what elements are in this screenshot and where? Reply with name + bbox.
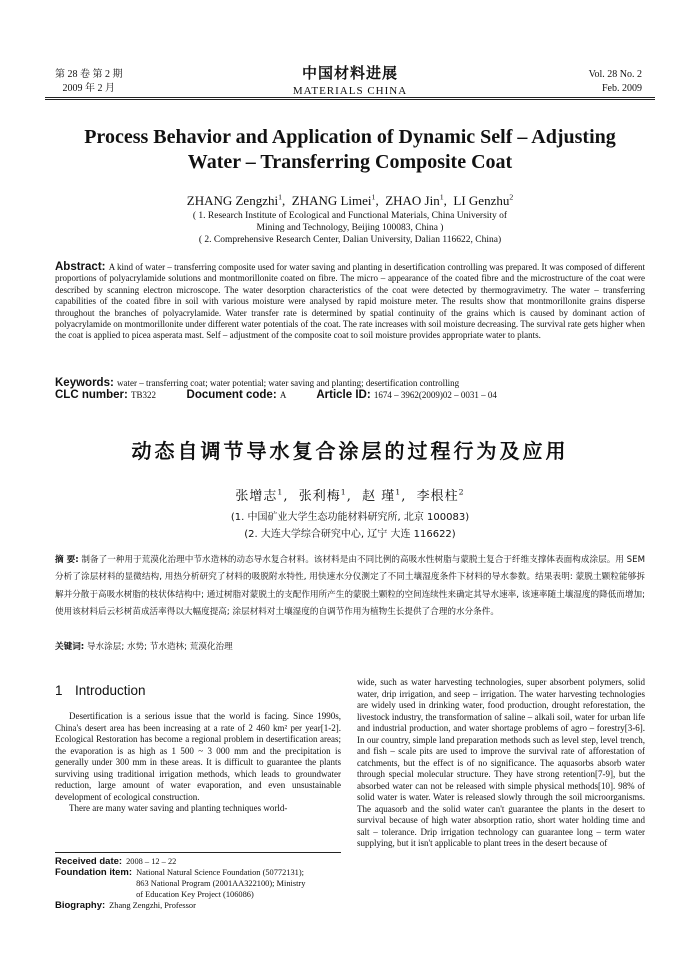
received-label: Received date	[55, 856, 119, 867]
body-column-left	[55, 711, 341, 815]
keywords-cn-label: 关键词:	[55, 642, 85, 652]
author-cn: 张增志	[235, 489, 278, 504]
title-en-line2: Water – Transferring Composite Coat	[187, 151, 513, 173]
authors-en: ZHANG Zengzhi$^1$, ZHANG Limei$^1$, ZHAO Jin$^1$, LI Genzhu$^2$	[186, 192, 514, 208]
section-number: 1	[55, 683, 63, 698]
volume-cn: 第 28 卷 第 2 期	[55, 69, 123, 80]
author-sup: 1	[395, 487, 402, 497]
abstract-cn-label: 摘 要:	[55, 555, 79, 565]
date-en: Feb. 2009	[602, 83, 642, 94]
abstract-cn	[55, 552, 645, 621]
paper-title-cn: 动态自调节导水复合涂层的过程行为及应用	[131, 439, 569, 463]
keywords-en: Keywords: water – transferring coat; water potential; water saving and planting; desertification controlling	[55, 377, 460, 389]
classification-line: CLC number: TB322 Document code: A Article ID: 1674 – 3962(2009)02 – 0031 – 04	[55, 389, 497, 401]
authors-cn: 张增志$^1$, 张利梅$^1$, 赵 瑾$^1$, 李根柱$^2$	[235, 487, 465, 504]
header-rule-double	[45, 99, 655, 100]
body-column-right	[357, 677, 645, 850]
abstract-en: Abstract: A kind of water – transferring composite used for water saving and planting in desertification controlling was prepared. It was composed of different proportions of polyacrylamide solutions and montmorillonite coated on fibre. The micro – appearance of the coated fibre and the microstructure of the coat were described by scanning electron microscope. The water desorption characteristics of the coat were detected by thermogravimetry. The water – transferring capabilities of the coated fibre in soil with various moisture were analysed by rapid moisture meter. The results show that montmorillonite grains disperse throughout the branches of polyacrylamide. Water transfer rate is determined by spatial continuity of the grains which is caused by dominant action of polyacrylamide on montmorillonite under different water potentials of the coat. The rate increases with soil moisture decreasing. The survival rate gets higher when the coat is applied to picea asperata mast. Self – adjustment of the composite coat to soil moisture provides appropriate water to plants.	[55, 261, 645, 341]
keywords-cn-text: 导水涂层; 水势; 节水造林; 荒漠化治理	[86, 642, 233, 652]
foundation-line: National Natural Science Foundation (50772131);	[136, 868, 304, 877]
author-sup: 1	[278, 192, 282, 202]
author-sup: 1	[439, 192, 444, 202]
author-sup: 1	[371, 192, 376, 202]
journal-name-cn: 中国材料进展	[301, 64, 398, 82]
date-cn: 2009 年 2 月	[62, 83, 115, 94]
abstract-text: A kind of water – transferring composite used for water saving and planting in desertification controlling was prepared. It was composed of different proportions of polyacrylamide solutions and montmorillonite coated on fibre. The micro – appearance of the coated fibre and the microstructure of the coat were described by scanning electron microscope. The water desorption characteristics of the coat were detected by thermogravimetry. The water – transferring capabilities of the coated fibre in soil with various moisture were analysed by rapid moisture meter. The results show that montmorillonite grains disperse throughout the branches of polyacrylamide. Water transfer rate is determined by spatial continuity of the grains which is caused by dominant action of polyacrylamide on montmorillonite under different water potentials of the coat. The rate increases with soil moisture decreasing. The survival rate gets higher when the coat is applied to picea asperata mast. Self – adjustment of the composite coat to soil moisture provides appropriate water to plants.	[55, 262, 645, 341]
author-cn: 李根柱	[416, 489, 459, 504]
doc-code-value: A	[279, 390, 286, 400]
author-en: ZHANG Limei	[291, 193, 372, 208]
clc-value: TB322	[131, 390, 157, 400]
affiliation-line: (1. 中国矿业大学生态功能材料研究所, 北京 100083)	[230, 512, 470, 523]
author-sup: 1	[340, 487, 347, 497]
journal-name-en: MATERIALS CHINA	[292, 85, 408, 97]
affiliation-line: (2. 大连大学综合研究中心, 辽宁 大连 116622)	[244, 529, 456, 540]
abstract-cn-text: 制备了一种用于荒漠化治理中节水造林的动态导水复合材料。该材料是由不同比例的高吸水性树脂与蒙脱土复合于纤维支撑体表面构成涂层。用 SEM 分析了涂层材料的显微结构, 用热分析研究了材料的吸脱附水特性, 用快速水分仪测定了不同土壤湿度条件下材料的导水参数。结果表明: 蒙脱土颗粒能够拆解并分散于高吸水树脂的枝状体结构中; 通过树脂对蒙脱土的支配作用所产生的蒙脱土颗粒的空间连续性来确定其导水速率, 该速率随土壤湿度的降低而增加; 使用该材料后云杉树苗成活率得以大幅度提高; 涂层材料对土壤湿度的自调节作用为植物生长提供了合理的水分条件。	[55, 555, 645, 617]
keywords-label: Keywords	[55, 377, 110, 389]
header-issue-en	[589, 68, 642, 96]
article-id-value: 1674 – 3962(2009)02 – 0031 – 04	[373, 390, 497, 400]
affiliations-cn	[0, 509, 700, 543]
volume-en: Vol. 28 No. 2	[588, 69, 642, 80]
received-date: Received date : 2008 – 12 – 22	[55, 856, 177, 867]
keywords-cn	[55, 640, 645, 652]
affiliation-line: ( 1. Research Institute of Ecological and Functional Materials, China University of	[192, 211, 508, 221]
biography-value: Zhang Zengzhi, Professor	[109, 901, 196, 910]
section-title: Introduction	[75, 683, 146, 698]
title-en-line1: Process Behavior and Application of Dynamic Self – Adjusting	[84, 126, 616, 148]
received-value: 2008 – 12 – 22	[126, 857, 177, 866]
author-en: LI Genzhu	[453, 193, 510, 208]
author-sup: 1	[277, 487, 284, 497]
doc-code-label: Document code	[186, 389, 273, 401]
author-cn: 赵 瑾	[362, 489, 396, 504]
clc-label: CLC number	[55, 389, 124, 401]
keywords-text: water – transferring coat; water potential; water saving and planting; desertification controlling	[117, 378, 460, 388]
biography-label: Biography	[55, 900, 102, 911]
paper-title-en	[30, 125, 670, 175]
abstract-label: Abstract	[55, 261, 102, 273]
paragraph: There are many water saving and planting techniques world-	[69, 803, 288, 813]
footnote	[55, 856, 345, 911]
author-en: ZHANG Zengzhi	[186, 193, 279, 208]
affiliation-line: ( 2. Comprehensive Research Center, Dalian University, Dalian 116622, China)	[198, 235, 502, 245]
author-en: ZHAO Jin	[385, 193, 440, 208]
affiliation-line: Mining and Technology, Beijing 100083, China )	[256, 223, 444, 233]
foundation-line: 863 National Program (2001AA322100); Ministry	[136, 879, 306, 888]
author-sup: 2	[458, 487, 465, 497]
foundation-item: Foundation item : National Natural Science Foundation (50772131); 863 National Program (2001AA322100); Ministry of Education Key Project (106086)	[55, 867, 306, 899]
article-id-label: Article ID	[316, 389, 367, 401]
section-heading	[55, 683, 146, 698]
paragraph: wide, such as water harvesting technologies, super absorbent polymers, solid water, drip irrigation, and seep – irrigation. The water harvesting technologies are widely used in drinking water, food production, drought reforestation, the livestock industry, the transformation of saline – alkali soil, water for urban life and industrial production, and water shortage problems of agro – forestry[3-6]. In our country, simple land preparation methods such as level step, level trench, and fish – scale pits are used to improve the survival rate of afforestation of catchments, but the effect is of no significance. The aquasorbs absorb water through special molecular structure. They have strong retention[7-9], but the absorbed water can not be released with simple physical methods[10]. 98% of solid water is water. Water is released slowly through the soil microorganisms. The aquasorb and the solid water can't guarantee the plants in the desert to survival because of high water absorption ratio, short water holding time and salt – tolerance. Drip irrigation technology can guarantee long – term water supplying, but it isn't applicable to plant trees in the desert because of	[357, 677, 645, 848]
header-rule	[45, 97, 655, 98]
foundation-label: Foundation item	[55, 867, 129, 878]
foundation-line: of Education Key Project (106086)	[136, 890, 254, 899]
author-cn: 张利梅	[298, 489, 341, 504]
footnote-rule	[55, 852, 341, 853]
paragraph: Desertification is a serious issue that the world is facing. Since 1990s, China's desert area has been increasing at a rate of 2 460 km² per year[1-2]. Ecological Restoration has become a regional problem in desertification areas; the evaporation is as high as 1 500 ~ 3 000 mm and the precipitation is generally under 300 mm in these areas. It is difficult to guarantee the plants surviving using traditional irrigation methods, which leads to groundwater reduction, large amount of water evaporation, and even unsustainable development of ecological construction.	[55, 711, 341, 802]
biography: Biography : Zhang Zengzhi, Professor	[55, 900, 196, 911]
author-sup: 2	[509, 192, 514, 202]
affiliations-en	[0, 210, 700, 246]
